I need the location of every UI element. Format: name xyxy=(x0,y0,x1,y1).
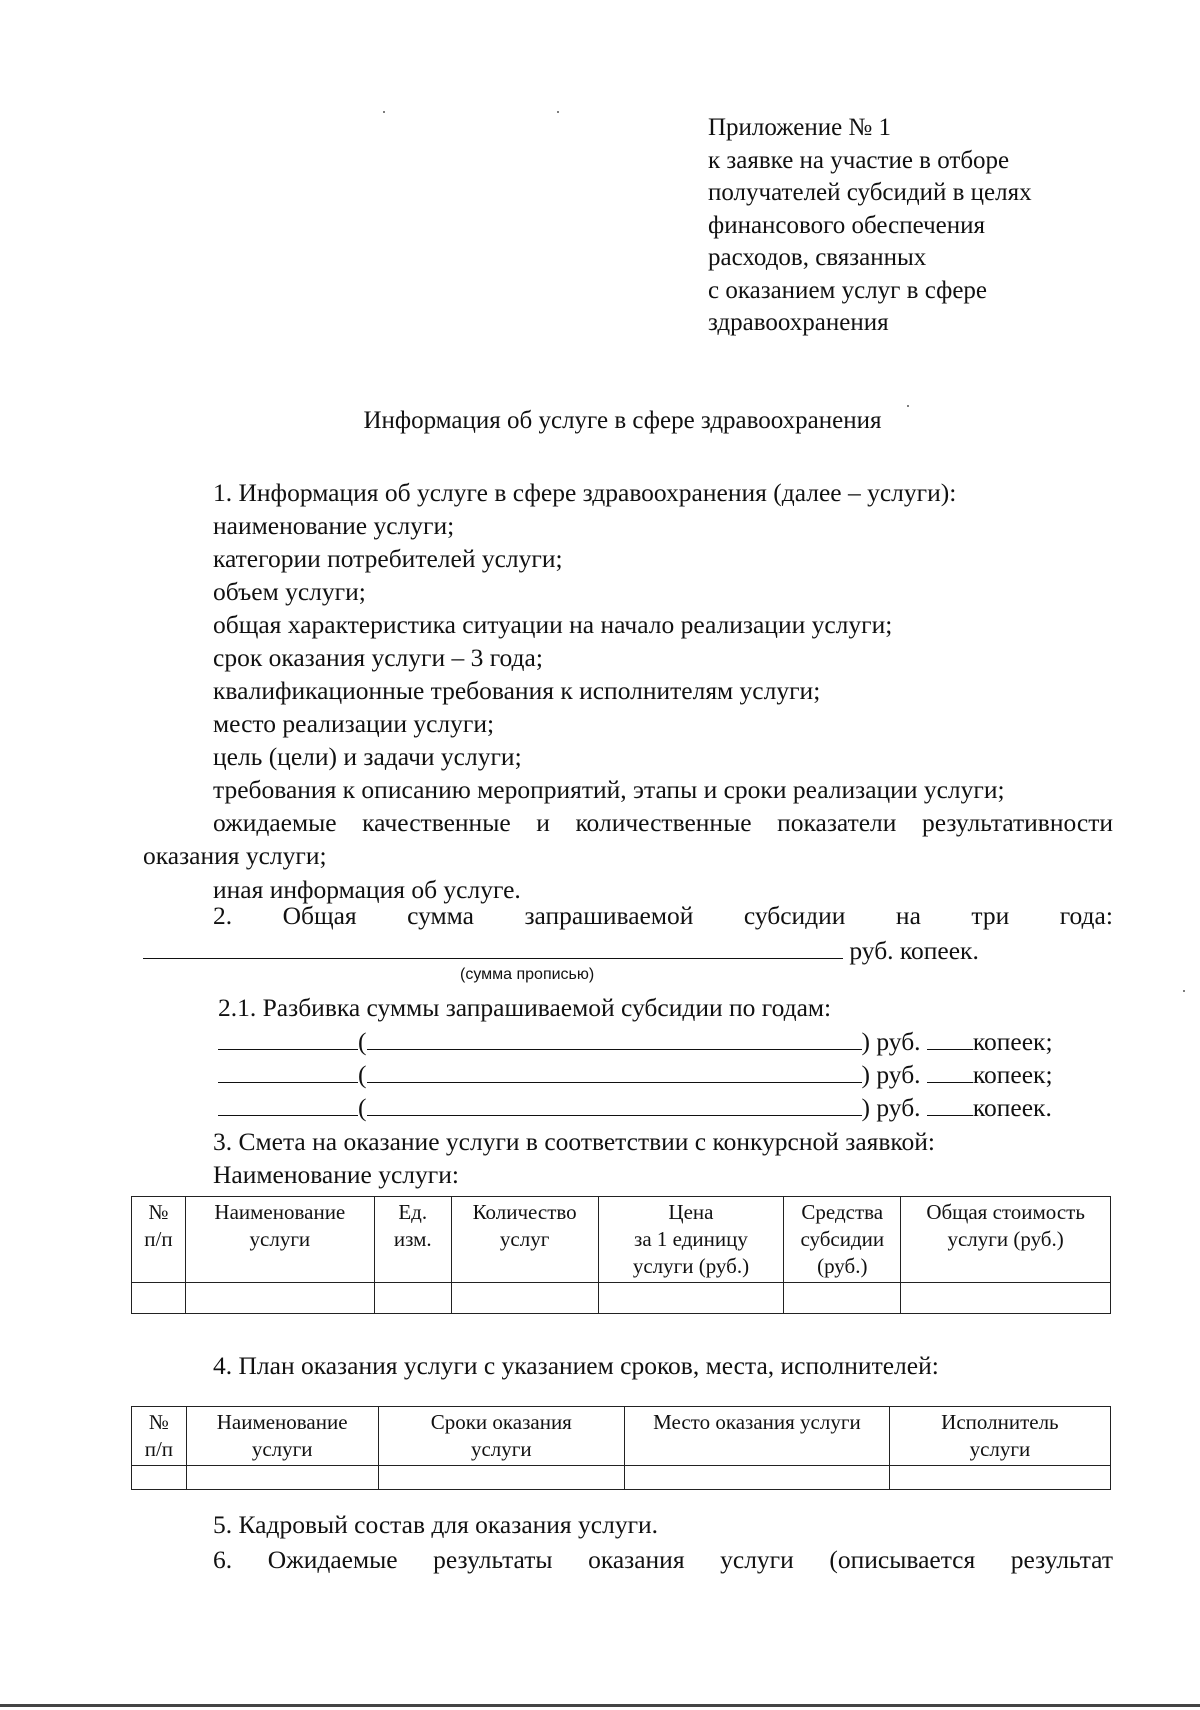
scan-speck xyxy=(557,111,559,113)
col-subsidy-header: Средства субсидии (руб.) xyxy=(784,1197,901,1283)
section1-item: квалификационные требования к исполнителям услуги; xyxy=(213,676,821,705)
appendix-line: к заявке на участие в отборе xyxy=(708,146,1010,174)
amount-caption: (сумма прописью) xyxy=(460,966,595,983)
rub-label: ) руб. xyxy=(861,1093,921,1122)
section1-item: объем услуги; xyxy=(213,577,366,606)
table-cell[interactable] xyxy=(132,1283,186,1314)
table-cell[interactable] xyxy=(889,1466,1110,1490)
estimate-header-row xyxy=(132,1197,1111,1283)
plan-empty-row xyxy=(132,1466,1111,1490)
section1-item: цель (цели) и задачи услуги; xyxy=(213,742,522,771)
table-cell[interactable] xyxy=(185,1283,374,1314)
year-words-blank[interactable] xyxy=(367,1060,862,1083)
kopeck-label: копеек. xyxy=(972,1093,1052,1122)
section2-amount-line xyxy=(143,934,979,967)
col-executor-header: Исполнитель услуги xyxy=(889,1407,1110,1466)
amount-blank[interactable] xyxy=(143,936,843,959)
section2-word: субсидии xyxy=(743,901,846,930)
table-cell[interactable] xyxy=(901,1283,1111,1314)
table-cell[interactable] xyxy=(374,1283,451,1314)
year-row: ( ) руб. копеек; xyxy=(218,1058,1053,1091)
section5-heading: 5. Кадровый состав для оказания услуги. xyxy=(213,1510,659,1539)
section6-word: оказания xyxy=(588,1545,685,1574)
col-unit-header: Ед. изм. xyxy=(374,1197,451,1283)
kopeck-blank[interactable] xyxy=(927,1027,973,1050)
section2-word: 2. xyxy=(213,901,233,930)
year-row: ( ) руб. копеек. xyxy=(218,1091,1052,1124)
section4-heading: 4. План оказания услуги с указанием сроков, места, исполнителей: xyxy=(213,1351,939,1380)
section1-other: иная информация об услуге. xyxy=(213,875,521,904)
scan-speck xyxy=(907,405,909,407)
section6-word: 6. xyxy=(213,1545,233,1574)
col-service-name-header: Наименование услуги xyxy=(185,1197,374,1283)
year-row: ( ) руб. копеек; xyxy=(218,1025,1053,1058)
section6-word: Ожидаемые xyxy=(267,1545,398,1574)
year-sum-blank[interactable] xyxy=(218,1060,358,1083)
section6-word: (описывается xyxy=(829,1545,976,1574)
estimate-table xyxy=(131,1196,1111,1314)
table-cell[interactable] xyxy=(132,1466,187,1490)
year-words-blank[interactable] xyxy=(367,1027,862,1050)
table-cell[interactable] xyxy=(186,1466,378,1490)
section1-item: общая характеристика ситуации на начало реализации услуги; xyxy=(213,610,893,639)
kopeck-label: копеек; xyxy=(972,1027,1053,1056)
section6-heading xyxy=(213,1543,1113,1576)
table-cell[interactable] xyxy=(625,1466,890,1490)
appendix-line: здравоохранения xyxy=(708,309,889,336)
section6-word: услуги xyxy=(720,1545,794,1574)
appendix-block xyxy=(708,112,1032,340)
rub-label: ) руб. xyxy=(861,1027,921,1056)
section1-item: наименование услуги; xyxy=(213,511,455,540)
col-price-header: Цена за 1 единицу услуги (руб.) xyxy=(598,1197,784,1283)
kopeck-blank[interactable] xyxy=(927,1093,973,1116)
section6-word: результат xyxy=(1010,1545,1113,1574)
year-sum-blank[interactable] xyxy=(218,1027,358,1050)
section2-1-heading: 2.1. Разбивка суммы запрашиваемой субсидии по годам: xyxy=(218,993,832,1022)
section2-word: года: xyxy=(1059,901,1113,930)
estimate-empty-row xyxy=(132,1283,1111,1314)
scan-speck xyxy=(1183,990,1185,992)
col-quantity-header: Количество услуг xyxy=(451,1197,598,1283)
section1-item: категории потребителей услуги; xyxy=(213,544,563,573)
section2-word: три xyxy=(971,901,1010,930)
appendix-line: Приложение № 1 xyxy=(708,114,892,141)
col-place-header: Место оказания услуги xyxy=(625,1407,890,1466)
section1-heading: 1. Информация об услуге в сфере здравоохранения (далее – услуги): xyxy=(213,478,957,507)
section3-subheading: Наименование услуги: xyxy=(213,1160,459,1189)
document-title: Информация об услуге в сфере здравоохранения xyxy=(363,407,882,434)
section1-item: место реализации услуги; xyxy=(213,709,495,738)
kopeck-blank[interactable] xyxy=(927,1060,973,1083)
section2-word: запрашиваемой xyxy=(524,901,694,930)
plan-header-row xyxy=(132,1407,1111,1466)
kopeck-label: копеек; xyxy=(972,1060,1053,1089)
table-cell[interactable] xyxy=(784,1283,901,1314)
appendix-line: расходов, связанных xyxy=(708,244,927,271)
scan-speck xyxy=(383,111,385,113)
section1-expected-line1: ожидаемые качественные и количественные показатели результативности xyxy=(213,808,1113,837)
col-terms-header: Сроки оказания услуги xyxy=(378,1407,625,1466)
col-total-header: Общая стоимость услуги (руб.) xyxy=(901,1197,1111,1283)
rub-label: ) руб. xyxy=(861,1060,921,1089)
year-words-blank[interactable] xyxy=(367,1093,862,1116)
section2-word: Общая xyxy=(282,901,357,930)
plan-table xyxy=(131,1406,1111,1490)
amount-suffix: руб. копеек. xyxy=(849,936,979,965)
table-cell[interactable] xyxy=(378,1466,625,1490)
section1-expected-line2: оказания услуги; xyxy=(143,841,327,870)
appendix-line: финансового обеспечения xyxy=(708,211,986,239)
col-number-header: № п/п xyxy=(132,1407,187,1466)
scan-bottom-edge xyxy=(0,1704,1200,1707)
section6-word: результаты xyxy=(433,1545,553,1574)
year-sum-blank[interactable] xyxy=(218,1093,358,1116)
appendix-line: с оказанием услуг в сфере xyxy=(708,276,988,304)
section3-heading: 3. Смета на оказание услуги в соответствии с конкурсной заявкой: xyxy=(213,1127,935,1156)
section2-word: сумма xyxy=(407,901,474,930)
section2-word: на xyxy=(895,901,921,930)
section2-heading xyxy=(213,901,1113,931)
section1-item: требования к описанию мероприятий, этапы и сроки реализации услуги; xyxy=(213,775,1005,804)
table-cell[interactable] xyxy=(598,1283,784,1314)
table-cell[interactable] xyxy=(451,1283,598,1314)
col-number-header: № п/п xyxy=(132,1197,186,1283)
appendix-line: получателей субсидий в целях xyxy=(708,179,1032,206)
section1-item: срок оказания услуги – 3 года; xyxy=(213,643,543,672)
col-service-name-header: Наименование услуги xyxy=(186,1407,378,1466)
